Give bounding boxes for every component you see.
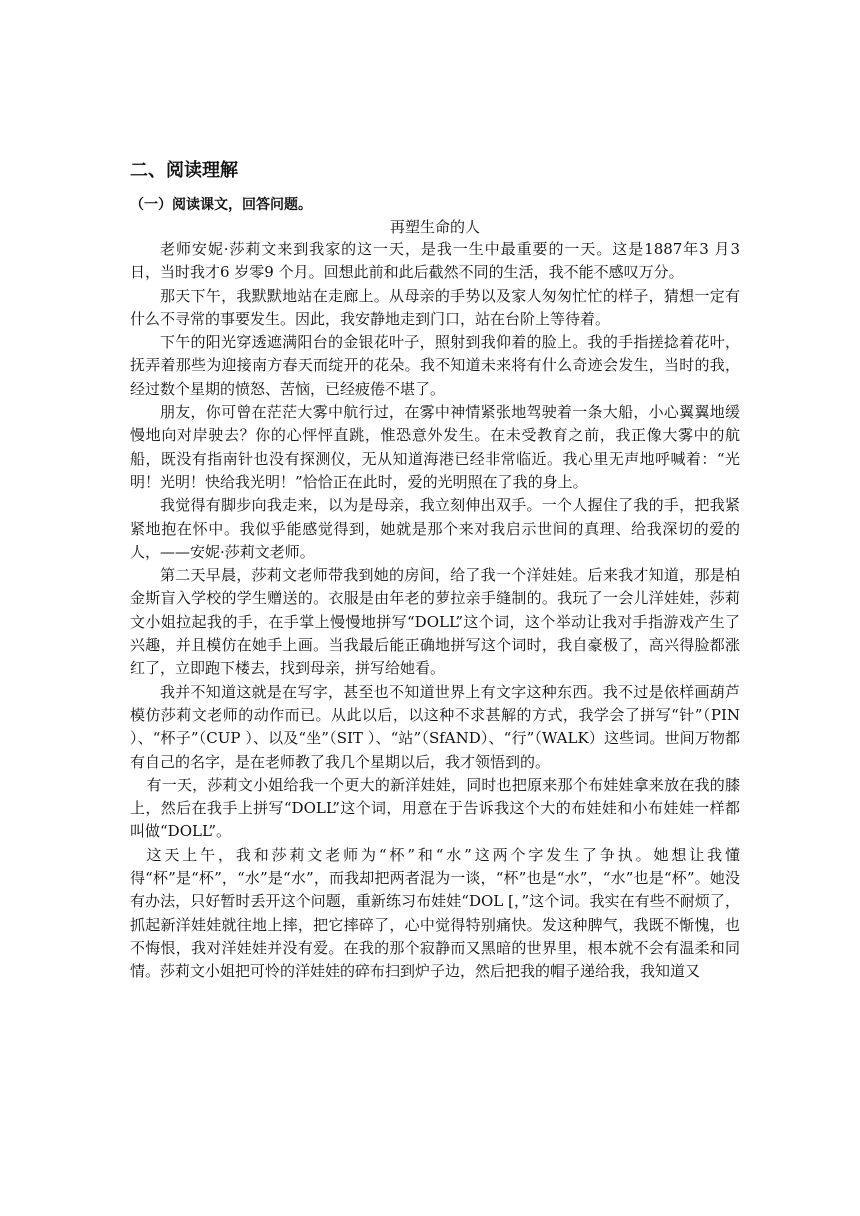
paragraph: 我觉得有脚步向我走来，以为是母亲，我立刻伸出双手。一个人握住了我的手，把我紧紧地抱在怀中。我似乎能感觉得到，她就是那个来对我启示世间的真理、给我深切的爱的人，——安妮·莎莉文老师。 [130, 496, 740, 561]
sub-heading: （一）阅读课文，回答问题。 [130, 197, 312, 213]
paragraph: 那天下午，我默默地站在走廊上。从母亲的手势以及家人匆匆忙忙的样子，猜想一定有什么不寻常的事要发生。因此，我安静地走到门口，站在台阶上等待着。 [130, 286, 740, 328]
paragraph: 下午的阳光穿透遮满阳台的金银花叶子，照射到我仰着的脸上。我的手指搓捻着花叶，抚弄着那些为迎接南方春天而绽开的花朵。我不知道未来将有什么奇迹会发生，当时的我，经过数个星期的愤怒、苦恼，已经疲倦不堪了。 [130, 333, 740, 398]
section-heading: 二、阅读理解 [130, 160, 238, 181]
paragraph: 我并不知道这就是在写字，甚至也不知道世界上有文字这种东西。我不过是依样画葫芦模仿莎莉文老师的动作而已。从此以后，以这种不求甚解的方式，我学会了拼写“针”（PIN ）、“杯子”（CUP ）、以及“坐”（SIT ）、“站”（SfAND）、“行”（WALK）这些词。世间万物都有自己的名字，是在老师教了我几个星期以后，我才领悟到的。 [130, 682, 740, 771]
document-content [130, 158, 740, 984]
paragraph: 老师安妮·莎莉文来到我家的这一天，是我一生中最重要的一天。这是1887年3 月3 日，当时我才6 岁零9 个月。回想此前和此后截然不同的生活，我不能不感叹万分。 [130, 240, 740, 282]
paragraph: 有一天，莎莉文小姐给我一个更大的新洋娃娃，同时也把原来那个布娃娃拿来放在我的膝上，然后在我手上拼写“DOLL”这个词，用意在于告诉我这个大的布娃娃和小布娃娃一样都叫做“DOLL”。 [130, 775, 740, 841]
paragraph: 这天上午，我和莎莉文老师为“杯”和“水”这两个字发生了争执。她想让我懂得“杯”是“杯”，“水”是“水”，而我却把两者混为一谈，“杯”也是“水”，“水”也是“杯”。她没有办法，只好暂时丢开这个问题，重新练习布娃娃“DOL [，”这个词。我实在有些不耐烦了，抓起新洋娃娃就往地上摔，把它摔碎了，心中觉得特别痛快。发这种脾气，我既不惭愧，也不悔恨，我对洋娃娃并没有爱。在我的那个寂静而又黑暗的世界里，根本就不会有温柔和同情。莎莉文小姐把可怜的洋娃娃的碎布扫到炉子边，然后把我的帽子递给我，我知道又 [130, 845, 740, 981]
paragraph: 朋友，你可曾在茫茫大雾中航行过，在雾中神情紧张地驾驶着一条大船，小心翼翼地缓慢地向对岸驶去？你的心怦怦直跳，惟恐意外发生。在未受教育之前，我正像大雾中的航船，既没有指南针也没有探测仪，无从知道海港已经非常临近。我心里无声地呼喊着：“光明！光明！快给我光明！”恰恰正在此时，爱的光明照在了我的身上。 [130, 403, 740, 491]
article-title: 再塑生命的人 [389, 218, 480, 236]
paragraph: 第二天早晨，莎莉文老师带我到她的房间，给了我一个洋娃娃。后来我才知道，那是柏金斯盲入学校的学生赠送的。衣服是由年老的萝拉亲手缝制的。我玩了一会儿洋娃娃，莎莉文小姐拉起我的手，在手掌上慢慢地拼写“DOLL”这个词，这个举动让我对手指游戏产生了兴趣，并且模仿在她手上画。当我最后能正确地拼写这个词时，我自豪极了，高兴得脸都涨红了，立即跑下楼去，找到母亲，拼写给她看。 [130, 566, 740, 678]
